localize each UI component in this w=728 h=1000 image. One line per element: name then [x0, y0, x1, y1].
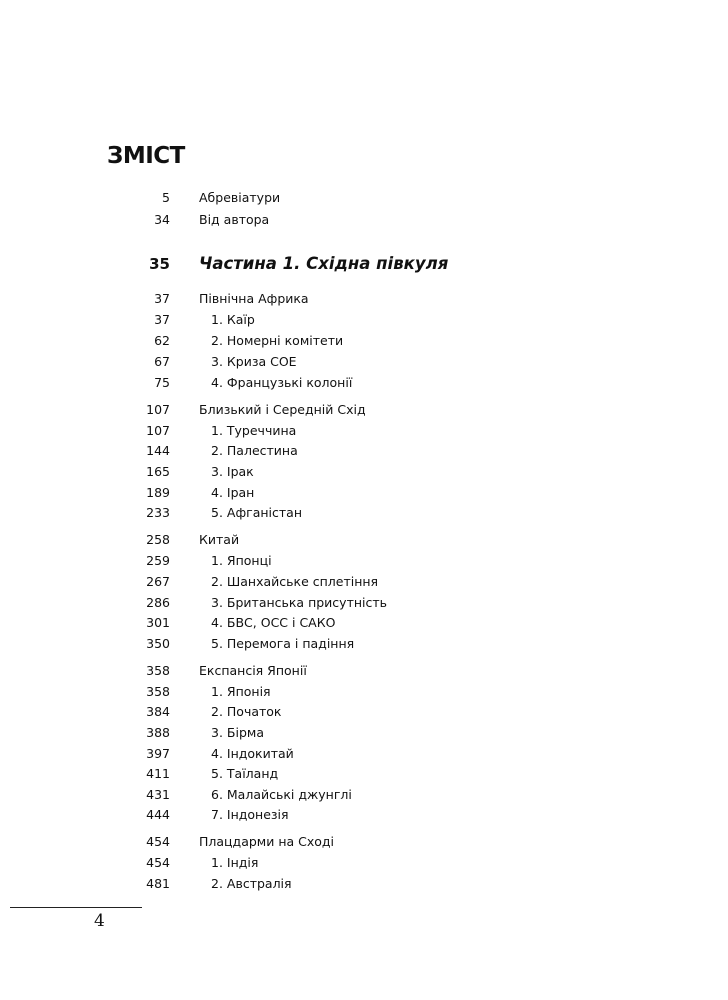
toc-page-number: 350	[146, 636, 170, 651]
toc-chapter-entry	[0, 483, 728, 503]
toc-title: Частина 1. Східна півкуля	[199, 254, 449, 273]
toc-title: 3. Британська присутність	[211, 595, 388, 610]
toc-page-number: 233	[146, 505, 170, 520]
toc-page-number: 481	[146, 876, 170, 891]
toc-page-number: 388	[146, 725, 170, 740]
toc-title: 1. Індія	[211, 855, 259, 870]
toc-chapter-entry	[0, 613, 728, 633]
toc-page-number: 5	[162, 190, 170, 205]
toc-page-number: 358	[146, 663, 170, 678]
toc-entry-from-author	[0, 210, 728, 230]
toc-page-number: 411	[146, 766, 170, 781]
toc-page-number: 35	[149, 255, 170, 273]
toc-title: 2. Початок	[211, 704, 282, 719]
toc-chapter-entry	[0, 682, 728, 702]
toc-title: Плацдарми на Сході	[199, 834, 335, 849]
toc-section-entry	[0, 661, 728, 681]
page-number: 4	[94, 911, 105, 931]
toc-title: Китай	[199, 532, 240, 547]
toc-page-number: 358	[146, 684, 170, 699]
toc-page-number: 37	[154, 291, 170, 306]
toc-page-number: 454	[146, 855, 170, 870]
toc-title: 2. Номерні комітети	[211, 333, 344, 348]
toc-page-number: 144	[146, 443, 170, 458]
toc-chapter-entry	[0, 462, 728, 482]
toc-title: Близький і Середній Схід	[199, 402, 366, 417]
toc-chapter-entry	[0, 352, 728, 372]
toc-page-number: 444	[146, 807, 170, 822]
toc-section-entry	[0, 289, 728, 309]
toc-page-number: 258	[146, 532, 170, 547]
toc-chapter-entry	[0, 331, 728, 351]
toc-title: 1. Японці	[211, 553, 272, 568]
toc-page-number: 384	[146, 704, 170, 719]
page-title: ЗМІСТ	[107, 143, 185, 169]
toc-title: Північна Африка	[199, 291, 309, 306]
toc-page-number: 107	[146, 423, 170, 438]
toc-chapter-entry	[0, 310, 728, 330]
toc-page-number: 107	[146, 402, 170, 417]
toc-title: 4. Іран	[211, 485, 255, 500]
toc-page-number: 397	[146, 746, 170, 761]
toc-title: 4. Французькі колонії	[211, 375, 353, 390]
toc-chapter-entry	[0, 593, 728, 613]
toc-chapter-entry	[0, 702, 728, 722]
toc-title: 5. Таїланд	[211, 766, 279, 781]
toc-section-entry	[0, 400, 728, 420]
toc-chapter-entry	[0, 551, 728, 571]
toc-page-number: 75	[154, 375, 170, 390]
toc-title: 5. Перемога і падіння	[211, 636, 355, 651]
footer-rule	[10, 907, 142, 908]
toc-page-number: 431	[146, 787, 170, 802]
toc-section-entry	[0, 832, 728, 852]
toc-title: 1. Туреччина	[211, 423, 297, 438]
toc-title: 6. Малайські джунглі	[211, 787, 352, 802]
toc-page-number: 37	[154, 312, 170, 327]
toc-chapter-entry	[0, 373, 728, 393]
toc-chapter-entry	[0, 572, 728, 592]
toc-title: 4. БВС, ОСС і САКО	[211, 615, 336, 630]
toc-page-number: 301	[146, 615, 170, 630]
toc-section-entry	[0, 530, 728, 550]
toc-title: 2. Австралія	[211, 876, 292, 891]
toc-page-number: 286	[146, 595, 170, 610]
toc-title: 2. Палестина	[211, 443, 298, 458]
toc-page-number: 62	[154, 333, 170, 348]
toc-title: 3. Бірма	[211, 725, 264, 740]
toc-title: 3. Ірак	[211, 464, 254, 479]
toc-chapter-entry	[0, 853, 728, 873]
toc-chapter-entry	[0, 634, 728, 654]
toc-chapter-entry	[0, 421, 728, 441]
toc-title: 4. Індокитай	[211, 746, 294, 761]
toc-title: 5. Афганістан	[211, 505, 302, 520]
toc-chapter-entry	[0, 764, 728, 784]
toc-title: Експансія Японії	[199, 663, 307, 678]
toc-page-number: 267	[146, 574, 170, 589]
toc-title: Від автора	[199, 212, 270, 227]
toc-chapter-entry	[0, 503, 728, 523]
toc-title: 1. Японія	[211, 684, 271, 699]
toc-chapter-entry	[0, 874, 728, 894]
toc-page-number: 454	[146, 834, 170, 849]
toc-page-number: 189	[146, 485, 170, 500]
toc-page-number: 34	[154, 212, 170, 227]
toc-chapter-entry	[0, 805, 728, 825]
toc-chapter-entry	[0, 723, 728, 743]
toc-title: 1. Каїр	[211, 312, 255, 327]
toc-chapter-entry	[0, 744, 728, 764]
toc-title: Абревіатури	[199, 190, 281, 205]
toc-title: 7. Індонезія	[211, 807, 289, 822]
toc-chapter-entry	[0, 441, 728, 461]
toc-page-number: 259	[146, 553, 170, 568]
toc-page-number: 165	[146, 464, 170, 479]
toc-entry-abbreviations	[0, 188, 728, 208]
toc-chapter-entry	[0, 785, 728, 805]
toc-title: 2. Шанхайське сплетіння	[211, 574, 379, 589]
toc-page-number: 67	[154, 354, 170, 369]
toc-part-heading	[0, 250, 728, 278]
toc-title: 3. Криза СОЕ	[211, 354, 297, 369]
